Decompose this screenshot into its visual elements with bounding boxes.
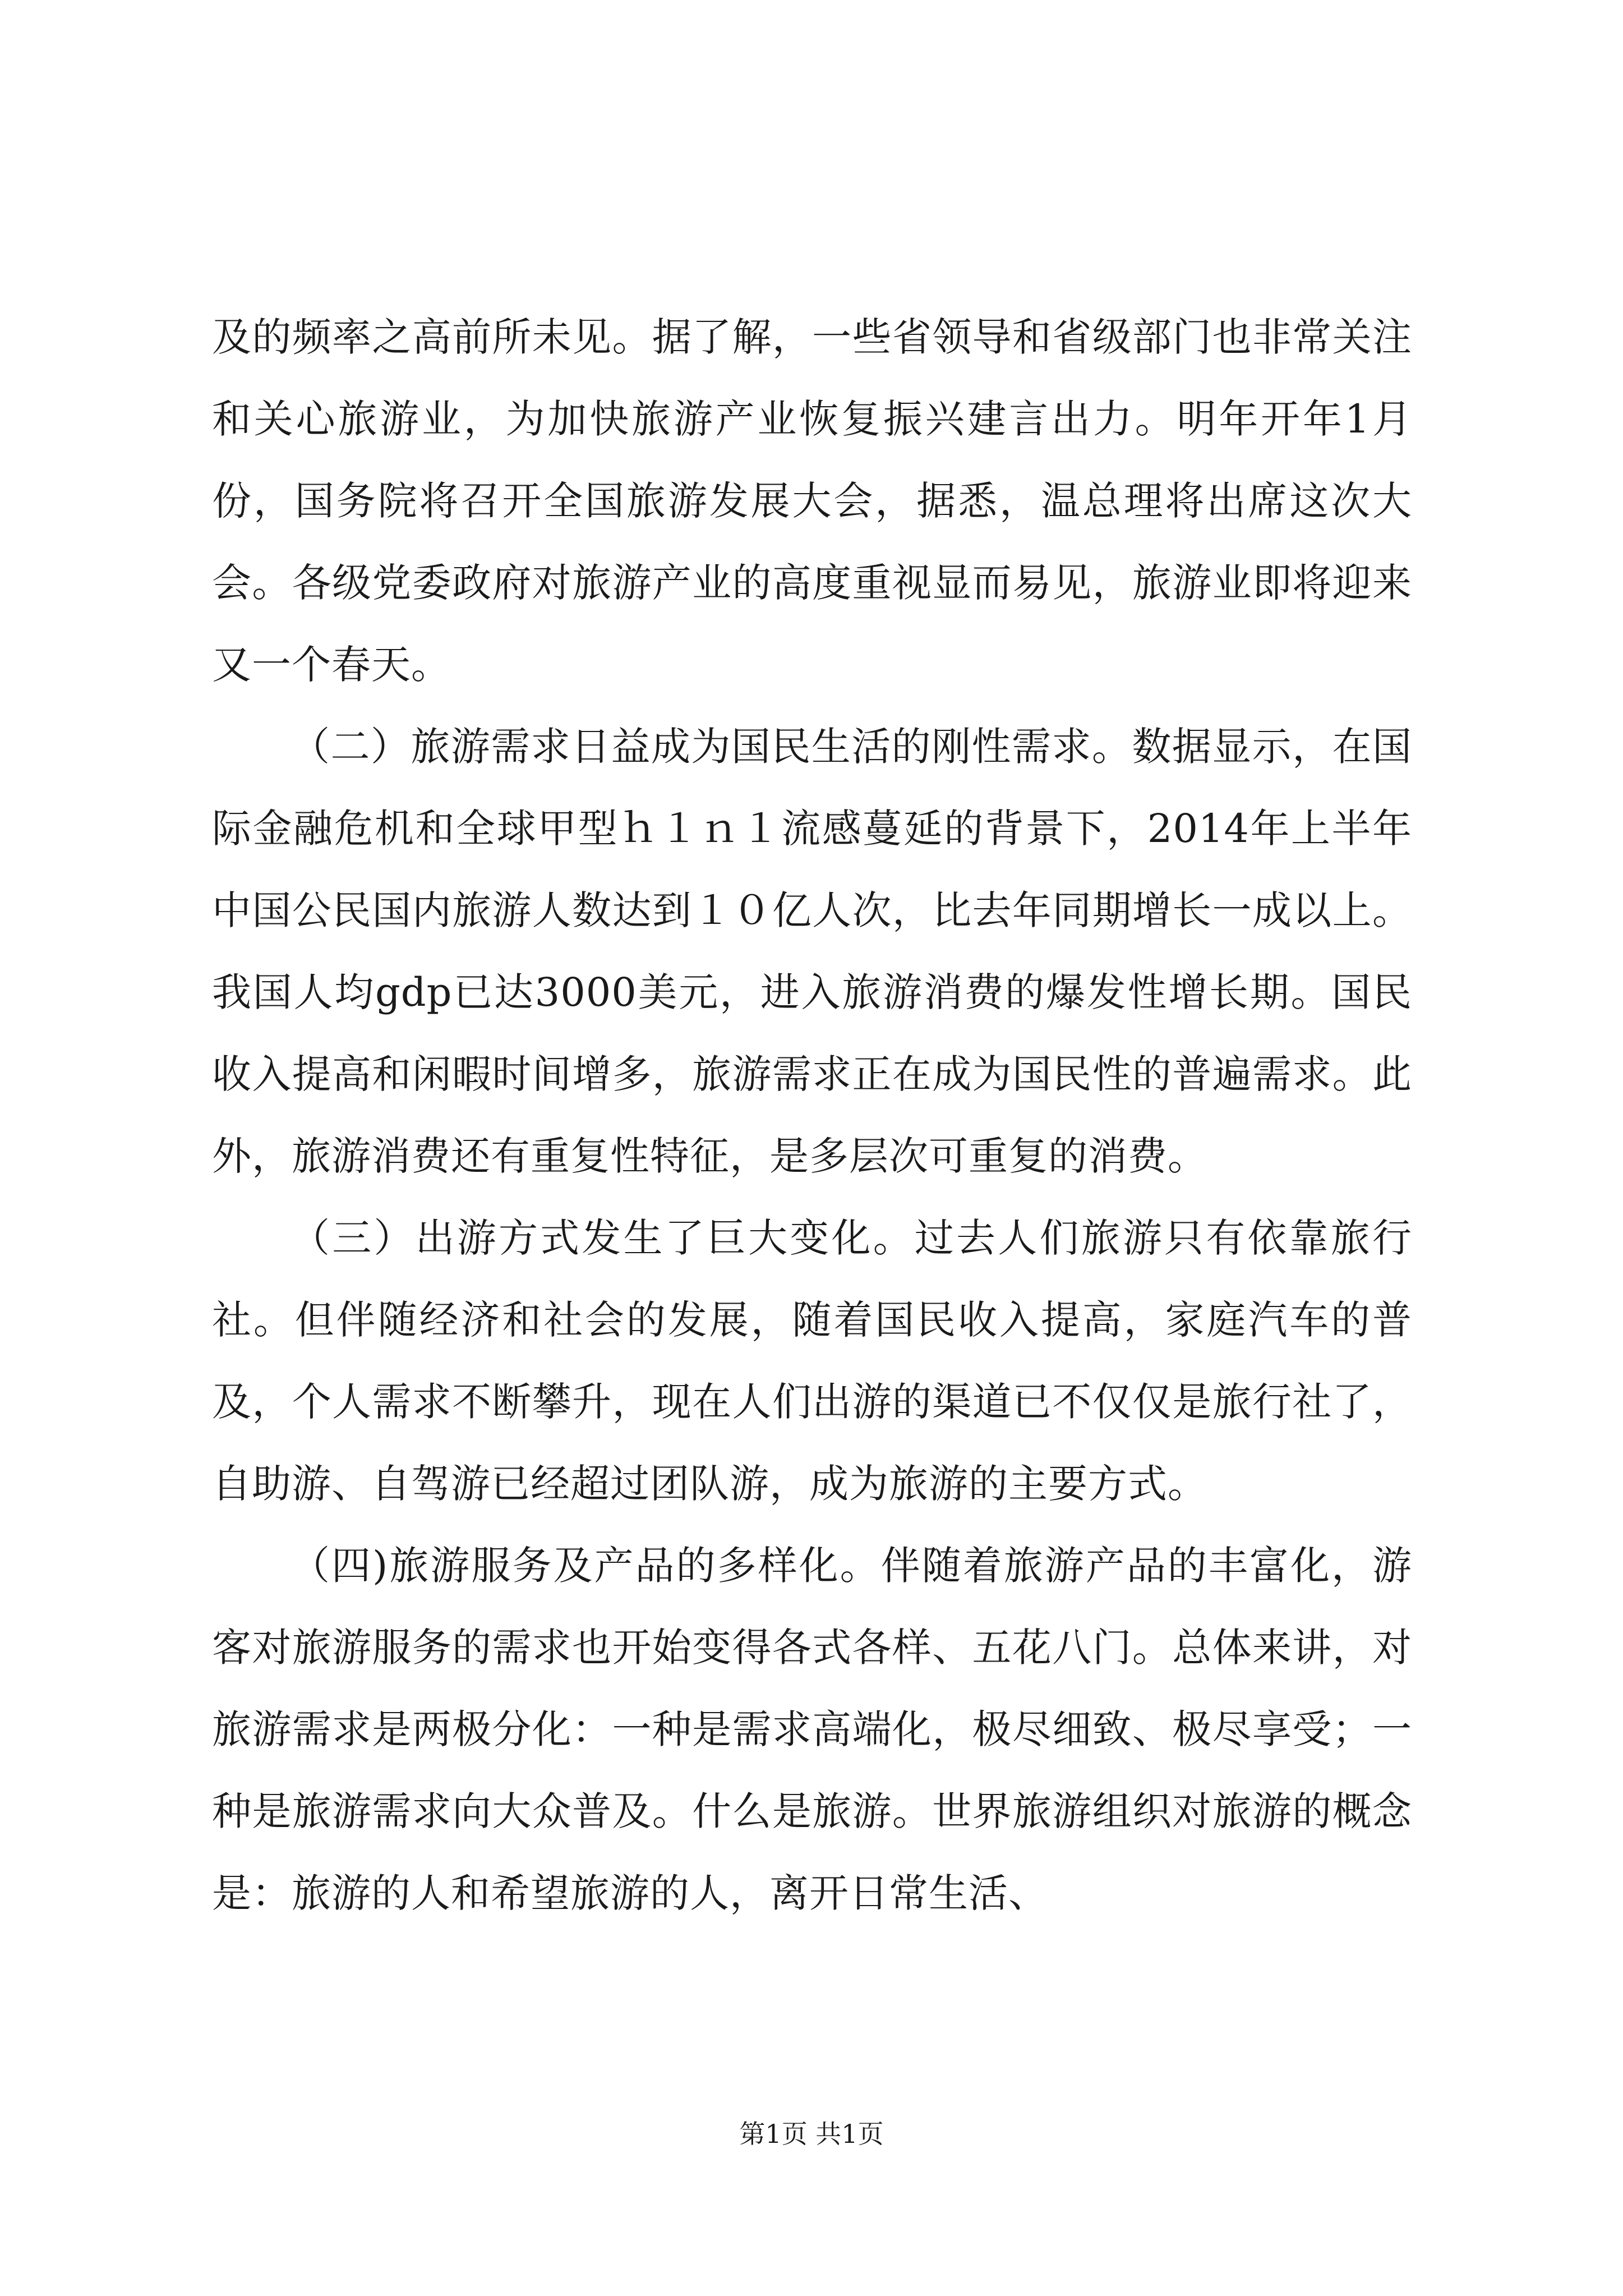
paragraph-3: （三）出游方式发生了巨大变化。过去人们旅游只有依靠旅行社。但伴随经济和社会的发展，随着国民收入提高，家庭汽车的普及，个人需求不断攀升，现在人们出游的渠道已不仅仅是旅行社了，自助游、自驾游已经超过团队游，成为旅游的主要方式。: [212, 1215, 1412, 1507]
document-body: [212, 296, 1412, 1934]
paragraph-4: （四)旅游服务及产品的多样化。伴随着旅游产品的丰富化，游客对旅游服务的需求也开始变得各式各样、五花八门。总体来讲，对旅游需求是两极分化：一种是需求高端化，极尽细致、极尽享受；一种是旅游需求向大众普及。什么是旅游。世界旅游组织对旅游的概念是：旅游的人和希望旅游的人，离开日常生活、: [212, 1543, 1412, 1916]
paragraph-1: 及的频率之高前所未见。据了解，一些省领导和省级部门也非常关注和关心旅游业，为加快旅游产业恢复振兴建言出力。明年开年1月份，国务院将召开全国旅游发展大会，据悉，温总理将出席这次大会。各级党委政府对旅游产业的高度重视显而易见，旅游业即将迎来又一个春天。: [212, 314, 1412, 688]
page-footer: 第1页 共1页: [739, 2119, 884, 2149]
paragraph-2: （二）旅游需求日益成为国民生活的刚性需求。数据显示，在国际金融危机和全球甲型ｈ１ｎ１流感蔓延的背景下，2014年上半年中国公民国内旅游人数达到１０亿人次，比去年同期增长一成以上。我国人均gdp已达3000美元，进入旅游消费的爆发性增长期。国民收入提高和闲暇时间增多，旅游需求正在成为国民性的普遍需求。此外，旅游消费还有重复性特征，是多层次可重复的消费。: [212, 724, 1412, 1179]
